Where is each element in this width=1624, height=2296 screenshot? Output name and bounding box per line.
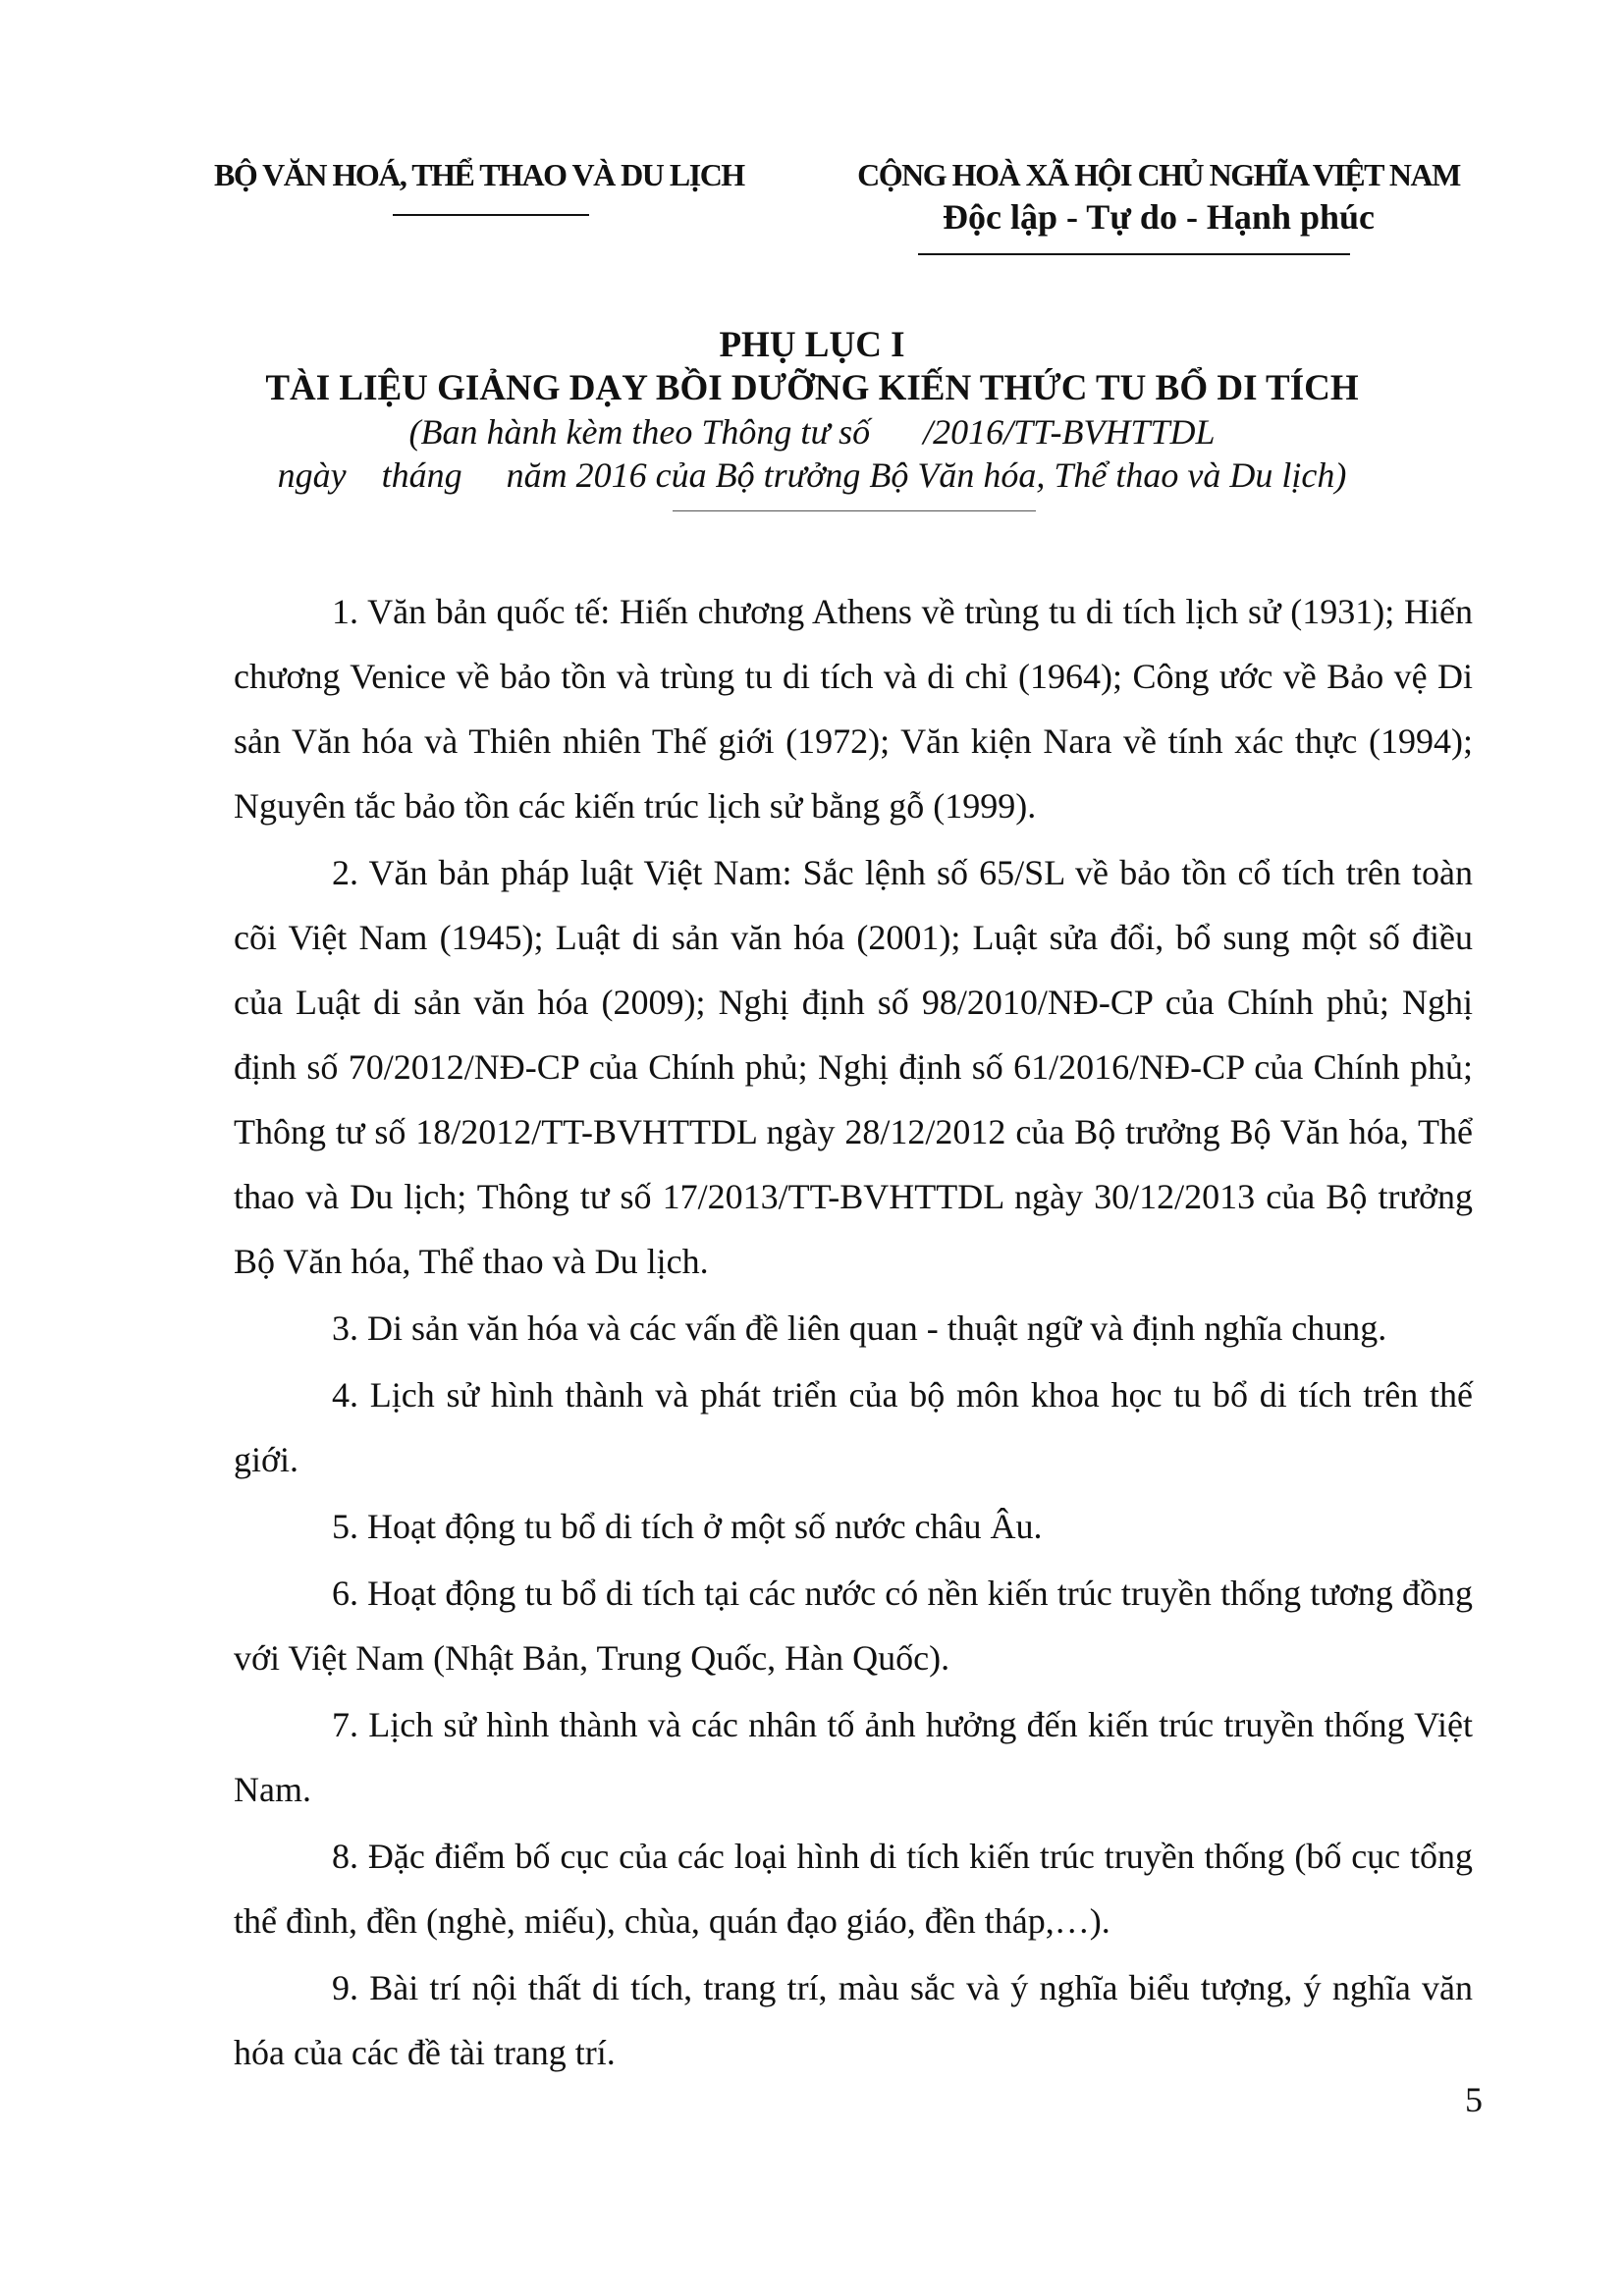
list-item: 2. Văn bản pháp luật Việt Nam: Sắc lệnh số 65/SL về bảo tồn cổ tích trên toàn cõi Việt Nam (1945); Luật di sản văn hóa (2001); Luật sửa đổi, bổ sung một số điều của Luật di sản văn hóa (2009); Nghị định số 98/2010/NĐ-CP của Chính phủ; Nghị định số 70/2012/NĐ-CP của Chính phủ; Nghị định số 61/2016/NĐ-CP của Chính phủ; Thông tư số 18/2012/TT-BVHTTDL ngày 28/12/2012 của Bộ trưởng Bộ Văn hóa, Thể thao và Du lịch; Thông tư số 17/2013/TT-BVHTTDL ngày 30/12/2013 của Bộ trưởng Bộ Văn hóa, Thể thao và Du lịch. [234,853,1473,1281]
issued-note-line-2: ngày tháng năm 2016 của Bộ trưởng Bộ Văn hóa, Thể thao và Du lịch) [277,455,1347,495]
list-item: 3. Di sản văn hóa và các vấn đề liên quan - thuật ngữ và định nghĩa chung. [332,1308,1387,1348]
motto-underline [918,253,1350,255]
list-item: 6. Hoạt động tu bổ di tích tại các nước có nền kiến trúc truyền thống tương đồng với Việt Nam (Nhật Bản, Trung Quốc, Hàn Quốc). [234,1574,1473,1678]
document-title: TÀI LIỆU GIẢNG DẠY BỒI DƯỠNG KIẾN THỨC TU BỔ DI TÍCH [265,368,1359,408]
title-block [196,324,1428,497]
issued-note-line-1: (Ban hành kèm theo Thông tư số /2016/TT-BVHTTDL [408,412,1216,452]
page-number: 5 [1465,2080,1483,2119]
ministry-name: BỘ VĂN HOÁ, THỂ THAO VÀ DU LỊCH [214,157,744,192]
list-item: 7. Lịch sử hình thành và các nhân tố ảnh hưởng đến kiến trúc truyền thống Việt Nam. [234,1705,1473,1809]
document-body [234,579,1473,2087]
national-motto: Độc lập - Tự do - Hạnh phúc [942,197,1376,237]
list-item: 4. Lịch sử hình thành và phát triển của bộ môn khoa học tu bổ di tích trên thế giới. [234,1375,1473,1479]
ministry-underline [393,214,589,216]
appendix-label: PHỤ LỤC I [719,325,905,365]
list-item: 1. Văn bản quốc tế: Hiến chương Athens về trùng tu di tích lịch sử (1931); Hiến chương Venice về bảo tồn và trùng tu di tích và di chỉ (1964); Công ước về Bảo vệ Di sản Văn hóa và Thiên nhiên Thế giới (1972); Văn kiện Nara về tính xác thực (1994); Nguyên tắc bảo tồn các kiến trúc lịch sử bằng gỗ (1999). [234,592,1473,826]
title-underline [673,510,1036,511]
list-item: 5. Hoạt động tu bổ di tích ở một số nước châu Âu. [332,1507,1043,1546]
list-item: 8. Đặc điểm bố cục của các loại hình di tích kiến trúc truyền thống (bố cục tổng thể đình, đền (nghè, miếu), chùa, quán đạo giáo, đền tháp,…). [234,1837,1473,1941]
list-item: 9. Bài trí nội thất di tích, trang trí, màu sắc và ý nghĩa biểu tượng, ý nghĩa văn hóa của các đề tài trang trí. [234,1968,1473,2072]
republic-name: CỘNG HOÀ XÃ HỘI CHỦ NGHĨA VIỆT NAM [857,157,1460,192]
